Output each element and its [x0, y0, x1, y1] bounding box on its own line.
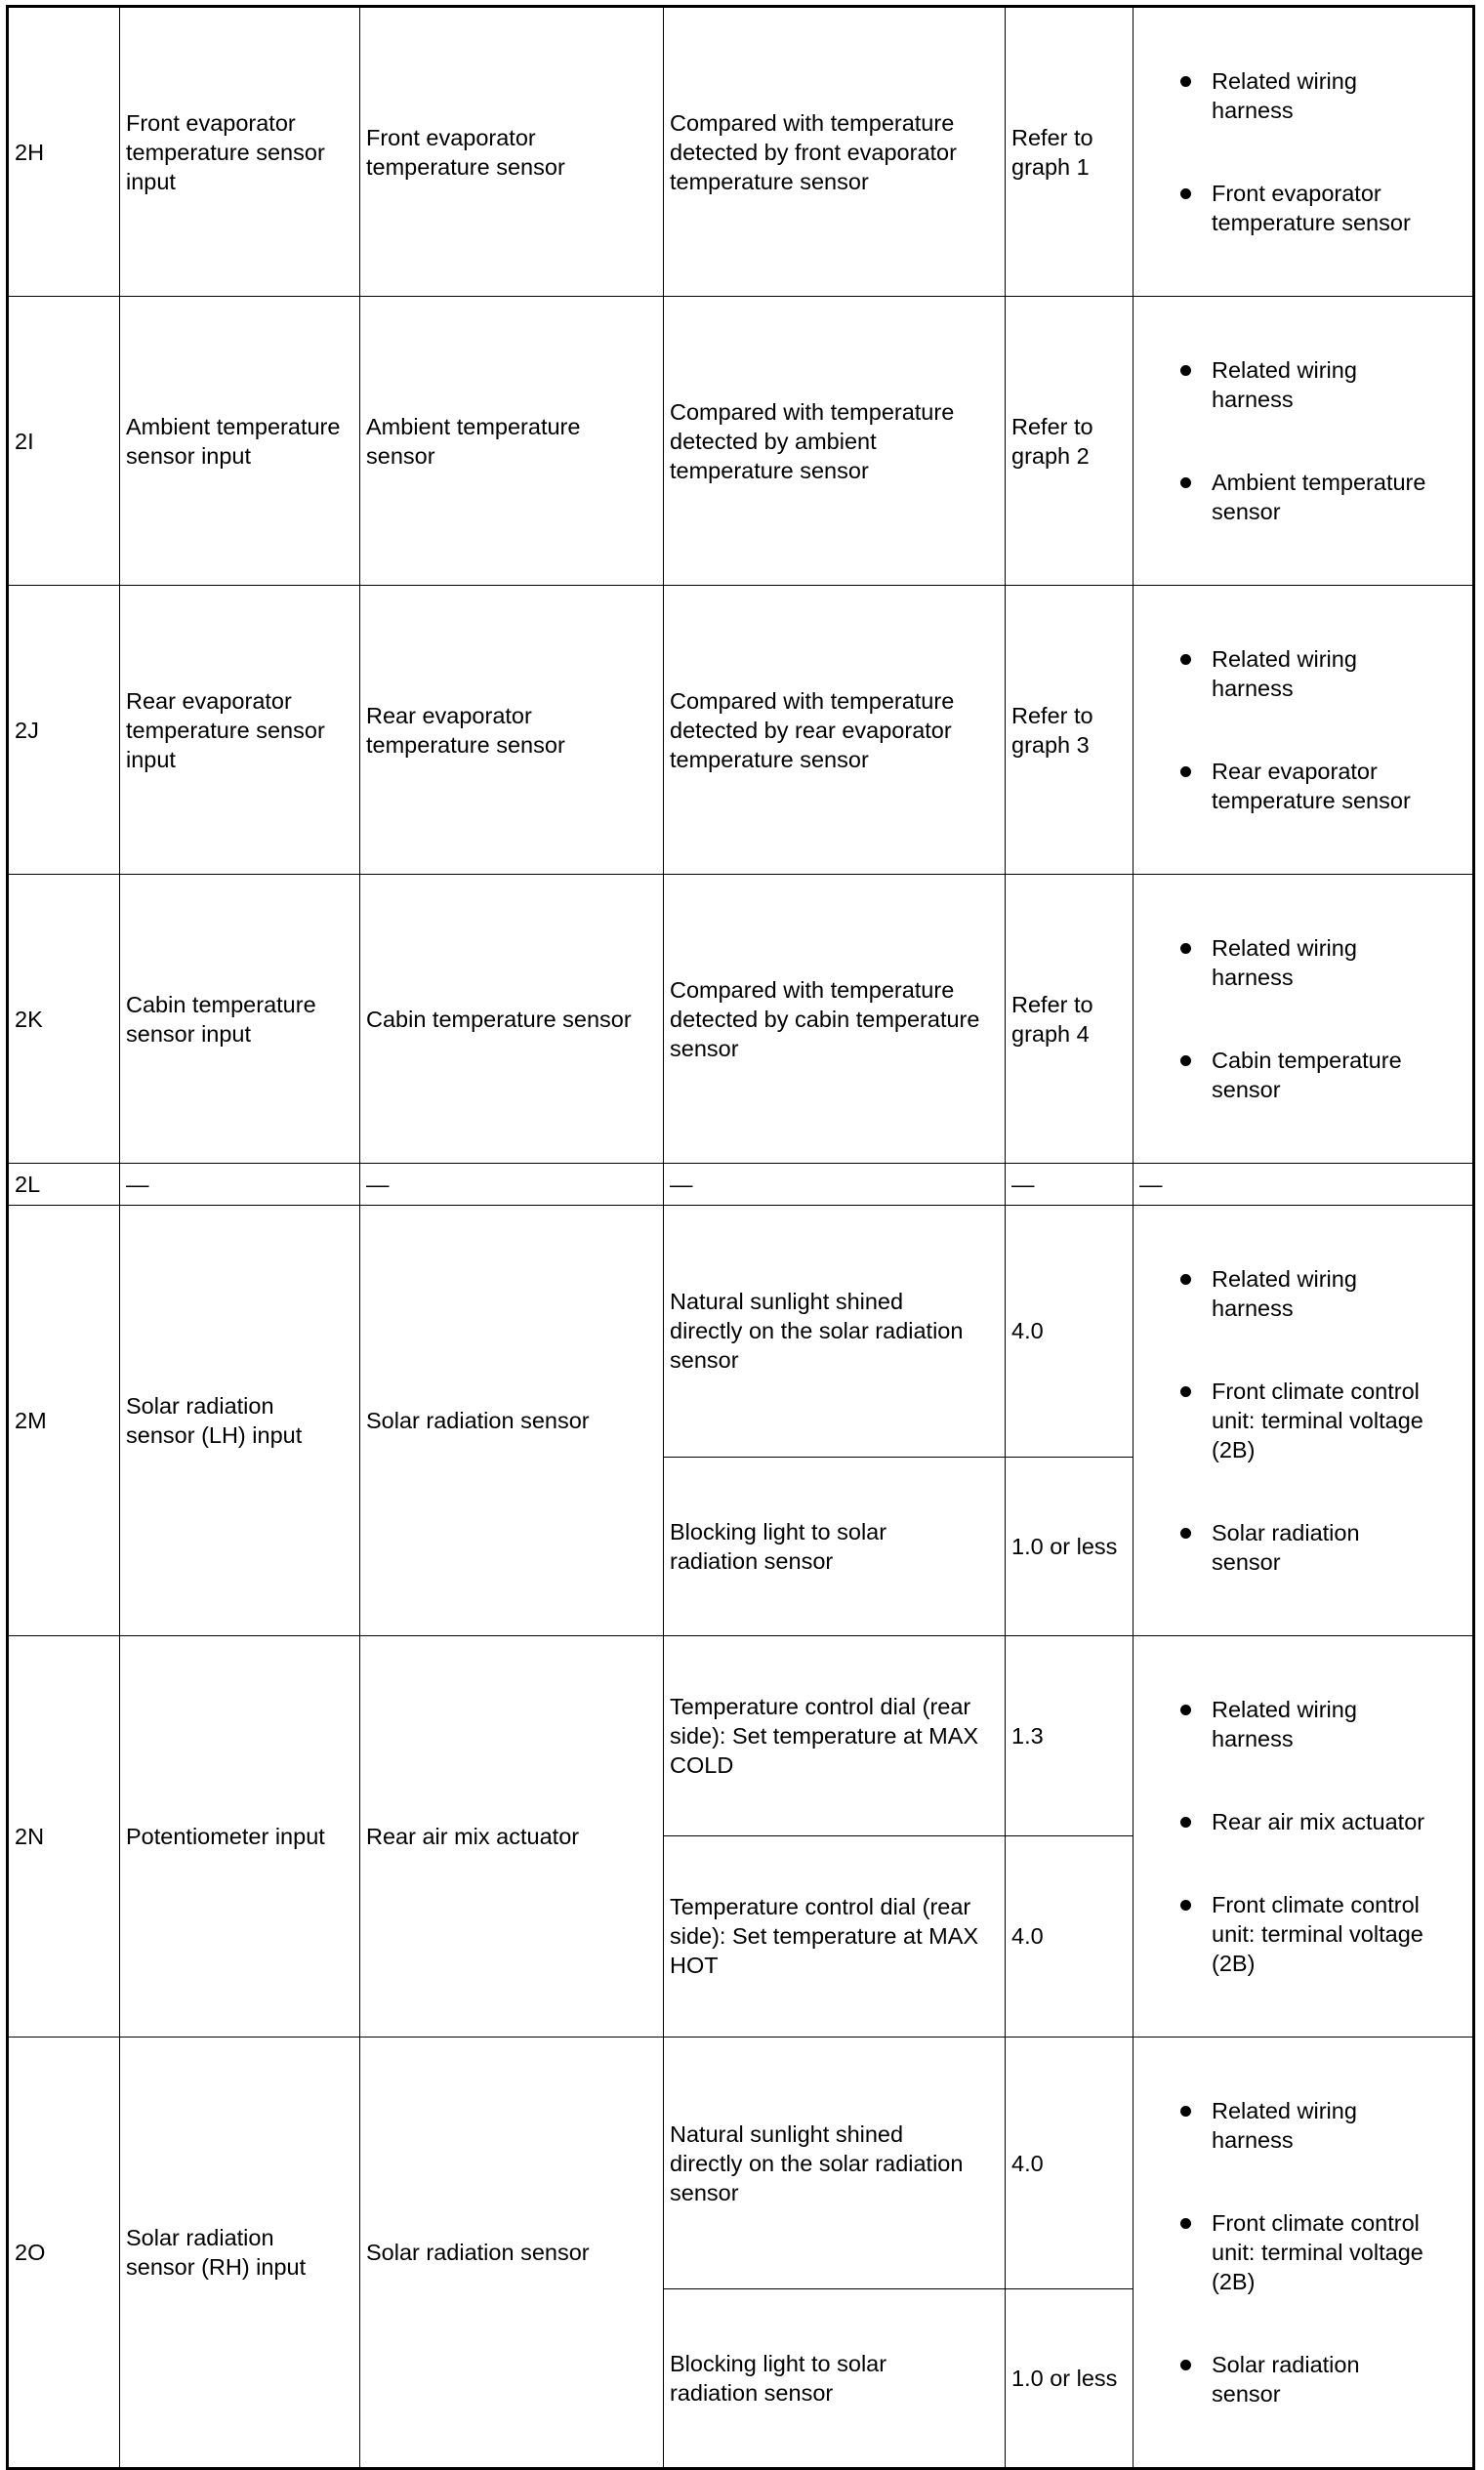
list-item: Front climate control unit: terminal voltage (2B) — [1143, 1890, 1472, 1978]
connected-to-cell: Cabin temperature sensor — [360, 875, 664, 1164]
possible-cause-list — [1143, 37, 1472, 267]
bullet-icon — [1180, 477, 1191, 488]
terminal-cell: 2J — [8, 586, 120, 875]
list-item: Front climate control unit: terminal voltage (2B) — [1143, 2208, 1472, 2296]
terminal-cell: 2I — [8, 297, 120, 586]
terminal-cell: 2N — [8, 1636, 120, 2038]
list-item: Solar radiation sensor — [1143, 1518, 1472, 1577]
list-item: Ambient temperature sensor — [1143, 468, 1472, 526]
possible-cause-list — [1143, 1666, 1472, 2007]
terminal-cell: 2H — [8, 7, 120, 297]
bullet-icon — [1180, 365, 1191, 376]
bullet-icon — [1180, 943, 1191, 954]
bullet-icon — [1180, 1705, 1191, 1715]
condition-cell: Compared with temperature detected by rear evaporator temperature sensor — [664, 586, 1006, 875]
bullet-icon — [1180, 1055, 1191, 1066]
possible-cause-cell — [1134, 1206, 1474, 1636]
condition-cell: Compared with temperature detected by front evaporator temperature sensor — [664, 7, 1006, 297]
possible-cause-list — [1143, 904, 1472, 1133]
list-item: Related wiring harness — [1143, 355, 1472, 414]
possible-cause-cell — [1134, 7, 1474, 297]
connected-to-cell: Solar radiation sensor — [360, 1206, 664, 1636]
voltage-cell: — — [1006, 1164, 1134, 1206]
condition-cell: Compared with temperature detected by ambient temperature sensor — [664, 297, 1006, 586]
terminal-cell: 2K — [8, 875, 120, 1164]
bullet-icon — [1180, 188, 1191, 199]
list-item: Solar radiation sensor — [1143, 2350, 1472, 2408]
connected-to-cell: Rear evaporator temperature sensor — [360, 586, 664, 875]
list-item: Related wiring harness — [1143, 644, 1472, 703]
condition-cell: Natural sunlight shined directly on the solar radiation sensor — [664, 2038, 1006, 2289]
condition-cell: Blocking light to solar radiation sensor — [664, 2289, 1006, 2469]
voltage-cell: 4.0 — [1006, 1835, 1134, 2037]
voltage-cell: 4.0 — [1006, 2038, 1134, 2289]
table-row — [8, 2038, 1474, 2289]
signal-name-cell: Solar radiation sensor (LH) input — [120, 1206, 360, 1636]
possible-cause-list — [1143, 2067, 1472, 2438]
list-item: Front evaporator temperature sensor — [1143, 179, 1472, 237]
possible-cause-cell — [1134, 297, 1474, 586]
condition-cell: — — [664, 1164, 1006, 1206]
list-item: Related wiring harness — [1143, 66, 1472, 125]
condition-cell: Temperature control dial (rear side): Set temperature at MAX COLD — [664, 1636, 1006, 1836]
voltage-cell: Refer to graph 3 — [1006, 586, 1134, 875]
bullet-icon — [1180, 2218, 1191, 2229]
bullet-icon — [1180, 766, 1191, 777]
table-row — [8, 586, 1474, 875]
connected-to-cell: Ambient temperature sensor — [360, 297, 664, 586]
list-item: Front climate control unit: terminal voltage (2B) — [1143, 1377, 1472, 1464]
possible-cause-cell: — — [1134, 1164, 1474, 1206]
possible-cause-cell — [1134, 875, 1474, 1164]
possible-cause-list — [1143, 615, 1472, 844]
list-item: Rear air mix actuator — [1143, 1807, 1472, 1836]
table-row — [8, 297, 1474, 586]
list-item: Rear evaporator temperature sensor — [1143, 757, 1472, 815]
table-row — [8, 7, 1474, 297]
terminal-cell: 2M — [8, 1206, 120, 1636]
terminal-inspection-table — [6, 5, 1475, 2470]
table-row — [8, 1206, 1474, 1458]
table-row — [8, 1164, 1474, 1206]
list-item: Related wiring harness — [1143, 1264, 1472, 1323]
signal-name-cell: — — [120, 1164, 360, 1206]
signal-name-cell: Cabin temperature sensor input — [120, 875, 360, 1164]
bullet-icon — [1180, 1900, 1191, 1911]
possible-cause-cell — [1134, 2038, 1474, 2469]
voltage-cell: 1.3 — [1006, 1636, 1134, 1836]
connected-to-cell: Rear air mix actuator — [360, 1636, 664, 2038]
possible-cause-cell — [1134, 586, 1474, 875]
condition-cell: Natural sunlight shined directly on the solar radiation sensor — [664, 1206, 1006, 1458]
signal-name-cell: Front evaporator temperature sensor input — [120, 7, 360, 297]
bullet-icon — [1180, 1817, 1191, 1828]
list-item: Related wiring harness — [1143, 1695, 1472, 1753]
voltage-cell: Refer to graph 4 — [1006, 875, 1134, 1164]
bullet-icon — [1180, 2106, 1191, 2117]
condition-cell: Temperature control dial (rear side): Set temperature at MAX HOT — [664, 1835, 1006, 2037]
possible-cause-cell — [1134, 1636, 1474, 2038]
list-item: Related wiring harness — [1143, 2096, 1472, 2155]
connected-to-cell: Front evaporator temperature sensor — [360, 7, 664, 297]
list-item: Cabin temperature sensor — [1143, 1046, 1472, 1104]
voltage-cell: 1.0 or less — [1006, 1457, 1134, 1635]
bullet-icon — [1180, 1274, 1191, 1285]
condition-cell: Blocking light to solar radiation sensor — [664, 1457, 1006, 1635]
terminal-cell: 2L — [8, 1164, 120, 1206]
bullet-icon — [1180, 1386, 1191, 1397]
signal-name-cell: Rear evaporator temperature sensor input — [120, 586, 360, 875]
terminal-cell: 2O — [8, 2038, 120, 2469]
voltage-cell: 4.0 — [1006, 1206, 1134, 1458]
voltage-cell: Refer to graph 1 — [1006, 7, 1134, 297]
voltage-cell: Refer to graph 2 — [1006, 297, 1134, 586]
signal-name-cell: Potentiometer input — [120, 1636, 360, 2038]
signal-name-cell: Solar radiation sensor (RH) input — [120, 2038, 360, 2469]
condition-cell: Compared with temperature detected by cabin temperature sensor — [664, 875, 1006, 1164]
possible-cause-list — [1143, 1235, 1472, 1606]
bullet-icon — [1180, 76, 1191, 87]
bullet-icon — [1180, 654, 1191, 665]
connected-to-cell: — — [360, 1164, 664, 1206]
bullet-icon — [1180, 2360, 1191, 2370]
connected-to-cell: Solar radiation sensor — [360, 2038, 664, 2469]
signal-name-cell: Ambient temperature sensor input — [120, 297, 360, 586]
possible-cause-list — [1143, 326, 1472, 556]
bullet-icon — [1180, 1528, 1191, 1539]
list-item: Related wiring harness — [1143, 933, 1472, 992]
voltage-cell: 1.0 or less — [1006, 2289, 1134, 2469]
table-row — [8, 875, 1474, 1164]
table-row — [8, 1636, 1474, 1836]
